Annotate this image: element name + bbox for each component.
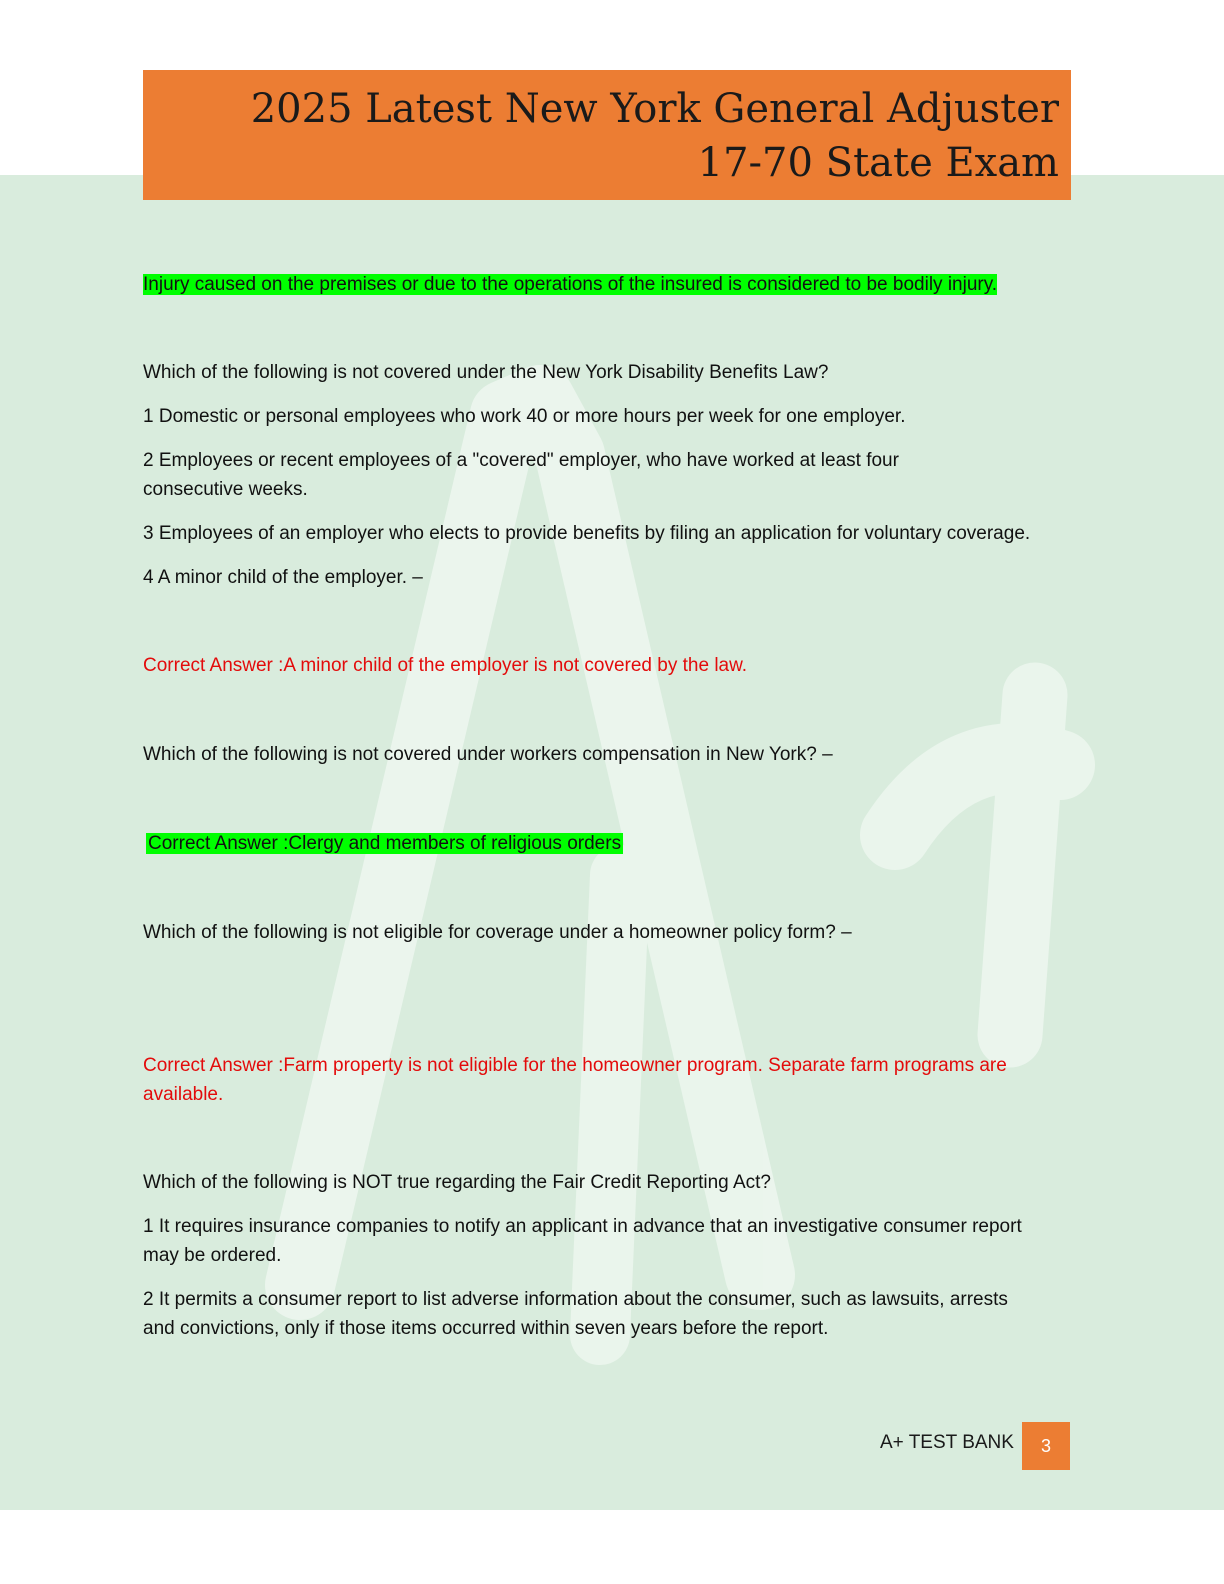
exam-content	[143, 270, 1063, 1343]
page-number: 3	[1022, 1422, 1070, 1470]
question-homeowner-policy: Which of the following is not eligible for coverage under a homeowner policy form? –	[143, 922, 852, 943]
question-option: 2 It permits a consumer report to list adverse information about the consumer, such as lawsuits, arrests and convictions, only if those items occurred within seven years before the report.	[143, 1289, 1008, 1339]
correct-answer: Correct Answer :A minor child of the employer is not covered by the law.	[143, 655, 748, 676]
question-option: 1 Domestic or personal employees who work 40 or more hours per week for one employer.	[143, 406, 906, 427]
highlighted-statement: Injury caused on the premises or due to the operations of the insured is considered to be bodily injury.	[143, 274, 998, 295]
header-banner	[143, 70, 1071, 200]
question-workers-compensation: Which of the following is not covered under workers compensation in New York? –	[143, 744, 833, 765]
question-option: 2 Employees or recent employees of a "covered" employer, who have worked at least four consecutive weeks.	[143, 450, 899, 500]
correct-answer-highlighted: Correct Answer :Clergy and members of religious orders	[148, 833, 622, 854]
question-disability-benefits: Which of the following is not covered under the New York Disability Benefits Law?	[143, 362, 829, 383]
question-option: 4 A minor child of the employer. –	[143, 567, 423, 588]
correct-answer: Correct Answer :Farm property is not eligible for the homeowner program. Separate farm programs are available.	[143, 1055, 1007, 1105]
question-option: 3 Employees of an employer who elects to provide benefits by filing an application for voluntary coverage.	[143, 523, 1031, 544]
question-fair-credit: Which of the following is NOT true regarding the Fair Credit Reporting Act?	[143, 1172, 771, 1193]
question-option: 1 It requires insurance companies to notify an applicant in advance that an investigative consumer report may be ordered.	[143, 1216, 1022, 1266]
page-title: 2025 Latest New York General Adjuster 17-70 State Exam	[250, 86, 1059, 186]
footer-label: A+ TEST BANK	[880, 1432, 1014, 1453]
